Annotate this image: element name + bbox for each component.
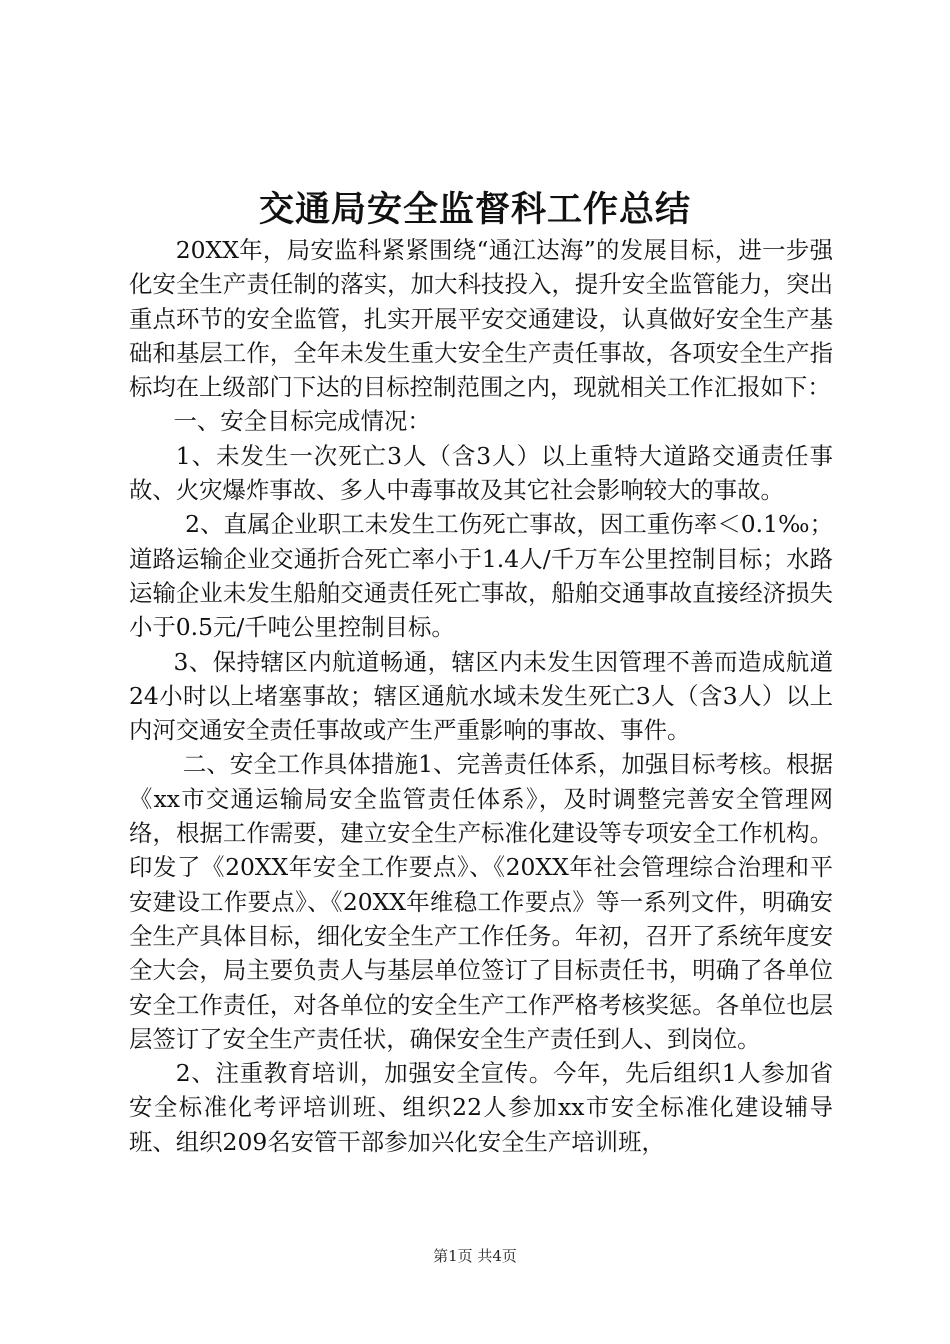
paragraph-item-3: 3、保持辖区内航道畅通，辖区内未发生因管理不善而造成航道24小时以上堵塞事故；辖区通航水域未发生死亡3人（含3人）以上内河交通安全责任事故或产生严重影响的事故、事件。 [129,647,833,745]
paragraph-intro: 20XX年，局安监科紧紧围绕“通江达海”的发展目标，进一步强化安全生产责任制的落实，加大科技投入，提升安全监管能力，突出重点环节的安全监管，扎实开展平安交通建设，认真做好安全生产基础和基层工作，全年未发生重大安全生产责任事故，各项安全生产指标均在上级部门下达的目标控制范围之内，现就相关工作汇报如下： [129,236,833,402]
section-heading-measures: 二、安全工作具体措施1、完善责任体系，加强目标考核。根据《xx市交通运输局安全监管责任体系》，及时调整完善安全管理网络，根据工作需要，建立安全生产标准化建设等专项安全工作机构。印发了《20XX年安全工作要点》、《20XX年社会管理综合治理和平安建设工作要点》、《20XX年维稳工作要点》等一系列文件，明确安全生产具体目标，细化安全生产工作任务。年初，召开了系统年度安全大会，局主要负责人与基层单位签订了目标责任书，明确了各单位安全工作责任，对各单位的安全生产工作严格考核奖惩。各单位也层层签订了安全生产责任状，确保安全生产责任到人、到岗位。 [129,750,833,1053]
paragraph-training: 2、注重教育培训，加强安全宣传。今年，先后组织1人参加省安全标准化考评培训班、组织22人参加xx市安全标准化建设辅导班、组织209名安管干部参加兴化安全生产培训班， [129,1059,833,1156]
page-number-footer: 第1页 共4页 [433,1247,517,1265]
document-body [129,233,833,1159]
document-title: 交通局安全监督科工作总结 [258,190,691,230]
paragraph-item-1: 1、未发生一次死亡3人（含3人）以上重特大道路交通责任事故、火灾爆炸事故、多人中毒事故及其它社会影响较大的事故。 [129,441,833,505]
paragraph-item-2: 2、直属企业职工未发生工伤死亡事故，因工重伤率＜0.1‰；道路运输企业交通折合死亡率小于1.4人/千万车公里控制目标；水路运输企业未发生船舶交通责任死亡事故，船舶交通事故直接经济损失小于0.5元/千吨公里控制目标。 [129,510,833,642]
section-heading-safety-targets: 一、安全目标完成情况： [173,407,431,436]
